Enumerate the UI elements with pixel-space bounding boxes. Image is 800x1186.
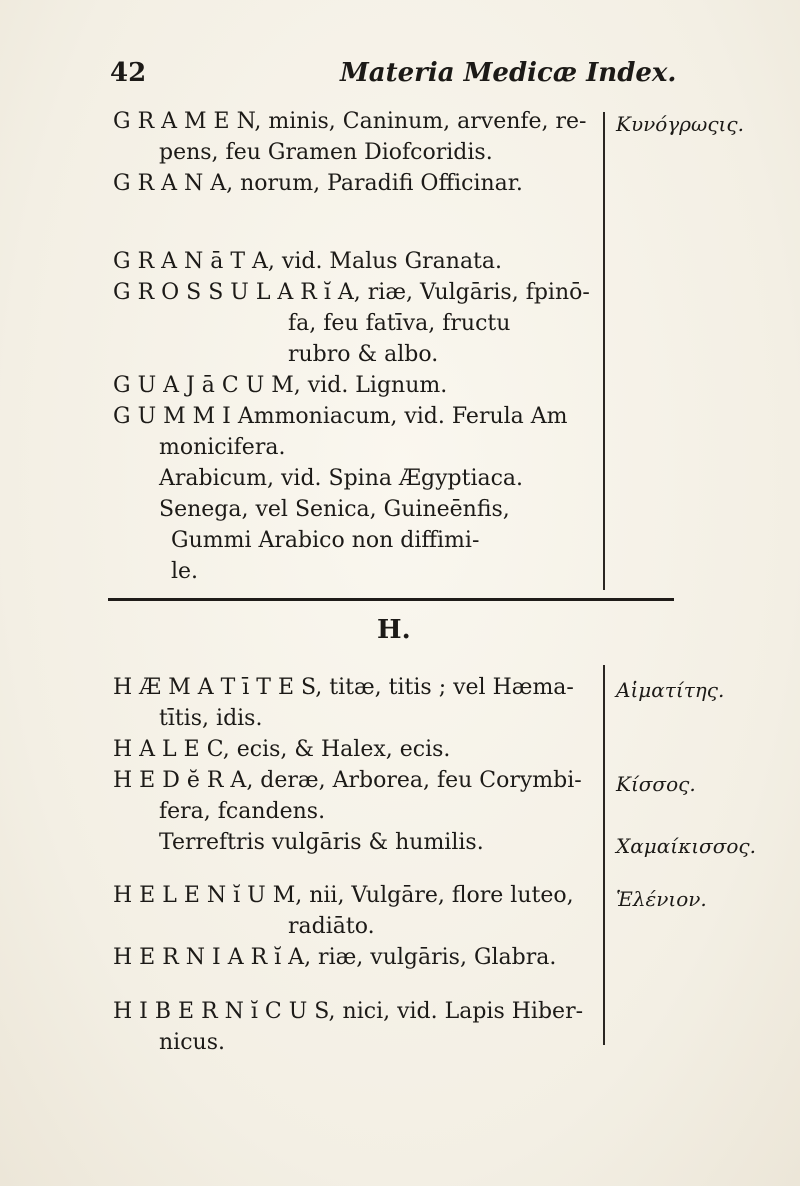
entry-line: Arabicum, vid. Spina Ægyptiaca.: [159, 466, 524, 491]
entry-helenium: [113, 880, 574, 942]
entry-line: fera, fcandens.: [159, 799, 326, 824]
entry-line: monicifera.: [159, 435, 286, 460]
greek-gloss-hedera-terrestris: Χαμαίκισσος.: [616, 834, 756, 858]
greek-gloss-gramen: Κυνόγρωςις.: [616, 112, 744, 136]
page-number: 42: [110, 58, 147, 88]
entry-hibernicus: [113, 996, 583, 1058]
entry-herniaria: [113, 942, 556, 973]
entry-line: G R A M E N, minis, Caninum, arvenfe, re-: [113, 109, 587, 134]
entry-line: H E R N I A R ĭ A, riæ, vulgāris, Glabra.: [113, 945, 557, 970]
entry-line: nicus.: [159, 1030, 225, 1055]
entry-line: G R A N ā T A, vid. Malus Granata.: [113, 249, 503, 274]
entry-grossularia: [113, 277, 590, 370]
entry-gummi: [113, 401, 568, 463]
entry-line: H E D ĕ R A, deræ, Arborea, feu Corymbi-: [113, 768, 582, 793]
entry-line: Gummi Arabico non diffimi-: [171, 528, 480, 553]
column-rule-top: [603, 112, 605, 590]
entry-guajacum: [113, 370, 447, 401]
entry-line: fa, feu fatīva, fructu: [288, 311, 511, 336]
entry-hedera: [113, 765, 582, 858]
entry-line: rubro & albo.: [288, 342, 439, 367]
entry-line: Senega, vel Senica, Guineēnfis,: [159, 497, 510, 522]
entry-line: G R O S S U L A R ĭ A, riæ, Vulgāris, fpinō-: [113, 280, 590, 305]
running-title: Materia Medicæ Index.: [340, 58, 677, 88]
entry-gummi-arabicum: [159, 463, 523, 587]
entry-granata: [113, 246, 502, 277]
greek-gloss-helenium: Ἑλένιον.: [616, 887, 707, 911]
entry-line: G R A N A, norum, Paradifi Officinar.: [113, 171, 523, 196]
entry-line: H I B E R N ĭ C U S, nici, vid. Lapis Hiber-: [113, 999, 584, 1024]
entry-line: tītis, idis.: [159, 706, 263, 731]
entry-line: H A L E C, ecis, & Halex, ecis.: [113, 737, 451, 762]
entry-line: Terreftris vulgāris & humilis.: [159, 830, 484, 855]
running-header: [110, 58, 710, 98]
greek-gloss-haematites: Αἱματίτης.: [616, 678, 725, 702]
entry-halec: [113, 734, 450, 765]
entry-line: H Æ M A T ī T E S, titæ, titis ; vel Hæma-: [113, 675, 574, 700]
entry-haematites: [113, 672, 574, 734]
entry-line: radiāto.: [288, 914, 375, 939]
entry-line: le.: [171, 559, 199, 584]
section-letter: H.: [377, 615, 411, 645]
entry-gramen: [113, 106, 587, 168]
column-rule-bottom: [603, 665, 605, 1045]
greek-gloss-hedera: Κίσσος.: [616, 772, 696, 796]
section-divider: [108, 598, 674, 601]
entry-line: G U A J ā C U M, vid. Lignum.: [113, 373, 448, 398]
entry-line: pens, feu Gramen Diofcoridis.: [159, 140, 493, 165]
entry-grana: [113, 168, 523, 199]
entry-line: H E L E N ĭ U M, nii, Vulgāre, flore luteo,: [113, 883, 574, 908]
entry-line: G U M M I Ammoniacum, vid. Ferula Am: [113, 404, 568, 429]
